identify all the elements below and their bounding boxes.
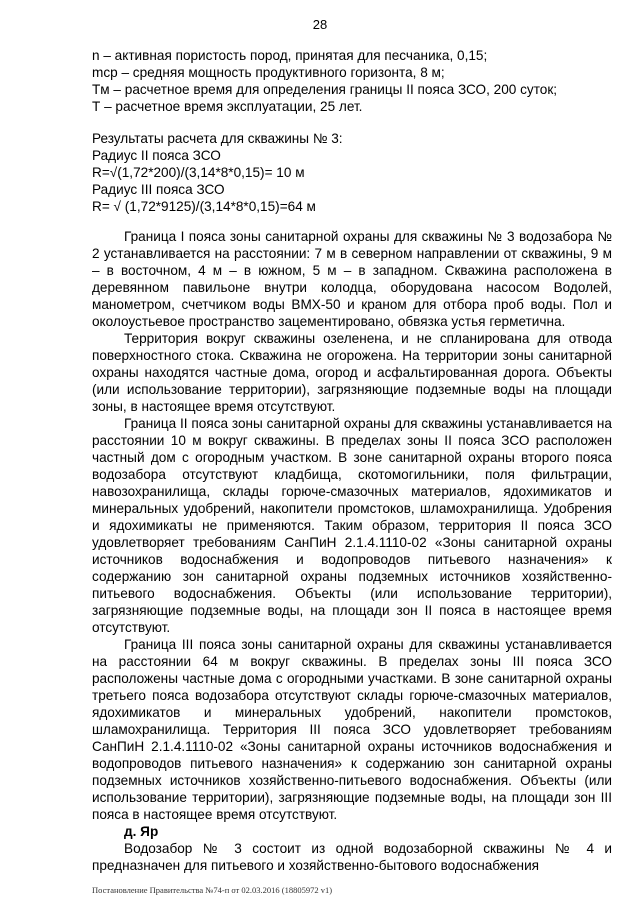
paragraph-zone-2: Граница II пояса зоны санитарной охраны для скважины устанавливается на расстоянии 10 м вокруг скважины. В пределах зоны II пояса ЗСО расположен частный дом с огородным участком. В зоне санитарной охраны второго пояса водозабора отсутствуют кладбища, скотомогильники, поля фильтрации, навозохранилища, склады горюче-смазочных материалов, ядохимикатов и минеральных удобрений, накопители промстоков, шламохранилища. Удобрения и ядохимикаты не применяются. Таким образом, территория II пояса ЗСО удовлетворяет требованиям СанПиН 2.1.4.1110-02 «Зоны санитарной охраны источников водоснабжения и водопроводов питьевого назначения» к содержанию зон санитарной охраны подземных источников хозяйственно-питьевого водоснабжения. Объекты (или использование территории), загрязняющие подземные воды, на площади зон II пояса в настоящее время отсутствуют. xyxy=(92,416,612,635)
result-formula: R=√(1,72*200)/(3,14*8*0,15)= 10 м xyxy=(92,165,305,180)
definition-line: Tм – расчетное время для определения границы II пояса ЗСО, 200 суток; xyxy=(92,82,558,97)
paragraph-zone-1: Граница I пояса зоны санитарной охраны для скважины № 3 водозабора № 2 устанавливается на расстоянии: 7 м в северном направлении от скважины, 9 м – в восточном, 4 м – в южном, 5 м – в западном. Скважина расположена в деревянном павильоне внутри колодца, оборудована насосом Водолей, манометром, счетчиком воды ВМХ-50 и краном для отбора проб воды. Пол и околоустьевое пространство зацементировано, обвязка устья герметична. xyxy=(92,229,612,329)
result-label: Радиус II пояса ЗСО xyxy=(92,148,221,163)
paragraph-territory: Территория вокруг скважины озеленена, и не спланирована для отвода поверхностного стока. Скважина не огорожена. На территории зоны санитарной охраны находятся частные дома, огород и асфальтированная дорога. Объекты (или использование территории), загрязняющие подземные воды на площади зоны, в настоящее время отсутствуют. xyxy=(92,331,612,414)
page-number: 28 xyxy=(312,17,328,32)
definitions-block xyxy=(92,47,612,115)
calculation-results xyxy=(92,130,612,215)
paragraph-zone-3: Граница III пояса зоны санитарной охраны для скважины устанавливается на расстоянии 64 м вокруг скважины. В пределах зоны III пояса ЗСО расположены частные дома с огородными участками. В зоне санитарной охраны третьего пояса водозабора отсутствуют склады горюче-смазочных материалов, ядохимикатов и минеральных удобрений, накопители промстоков, шламохранилища. Территория III пояса ЗСО удовлетворяет требованиям СанПиН 2.1.4.1110-02 «Зоны санитарной охраны источников водоснабжения и водопроводов питьевого назначения» к содержанию зон санитарной охраны подземных источников хозяйственно-питьевого водоснабжения. Объекты (или использование территории), загрязняющие подземные воды, на площади зон III пояса в настоящее время отсутствуют. xyxy=(92,637,612,822)
definition-line: Т – расчетное время эксплуатации, 25 лет. xyxy=(92,99,363,114)
result-label: Радиус III пояса ЗСО xyxy=(92,182,225,197)
definition-line: n – активная пористость пород, принятая для песчаника, 0,15; xyxy=(92,48,488,63)
paragraph-water-intake: Водозабор № 3 состоит из одной водозаборной скважины № 4 и предназначен для питьевого и хозяйственно-бытового водоснабжения xyxy=(92,841,612,873)
section-heading: д. Яр xyxy=(124,824,159,839)
footer-note: Постановление Правительства №74-п от 02.03.2016 (18805972 v1) xyxy=(92,885,333,895)
definition-line: mср – средняя мощность продуктивного горизонта, 8 м; xyxy=(92,65,445,80)
result-formula: R= √ (1,72*9125)/(3,14*8*0,15)=64 м xyxy=(92,199,316,214)
body-text xyxy=(92,228,612,874)
results-title: Результаты расчета для скважины № 3: xyxy=(92,131,343,146)
